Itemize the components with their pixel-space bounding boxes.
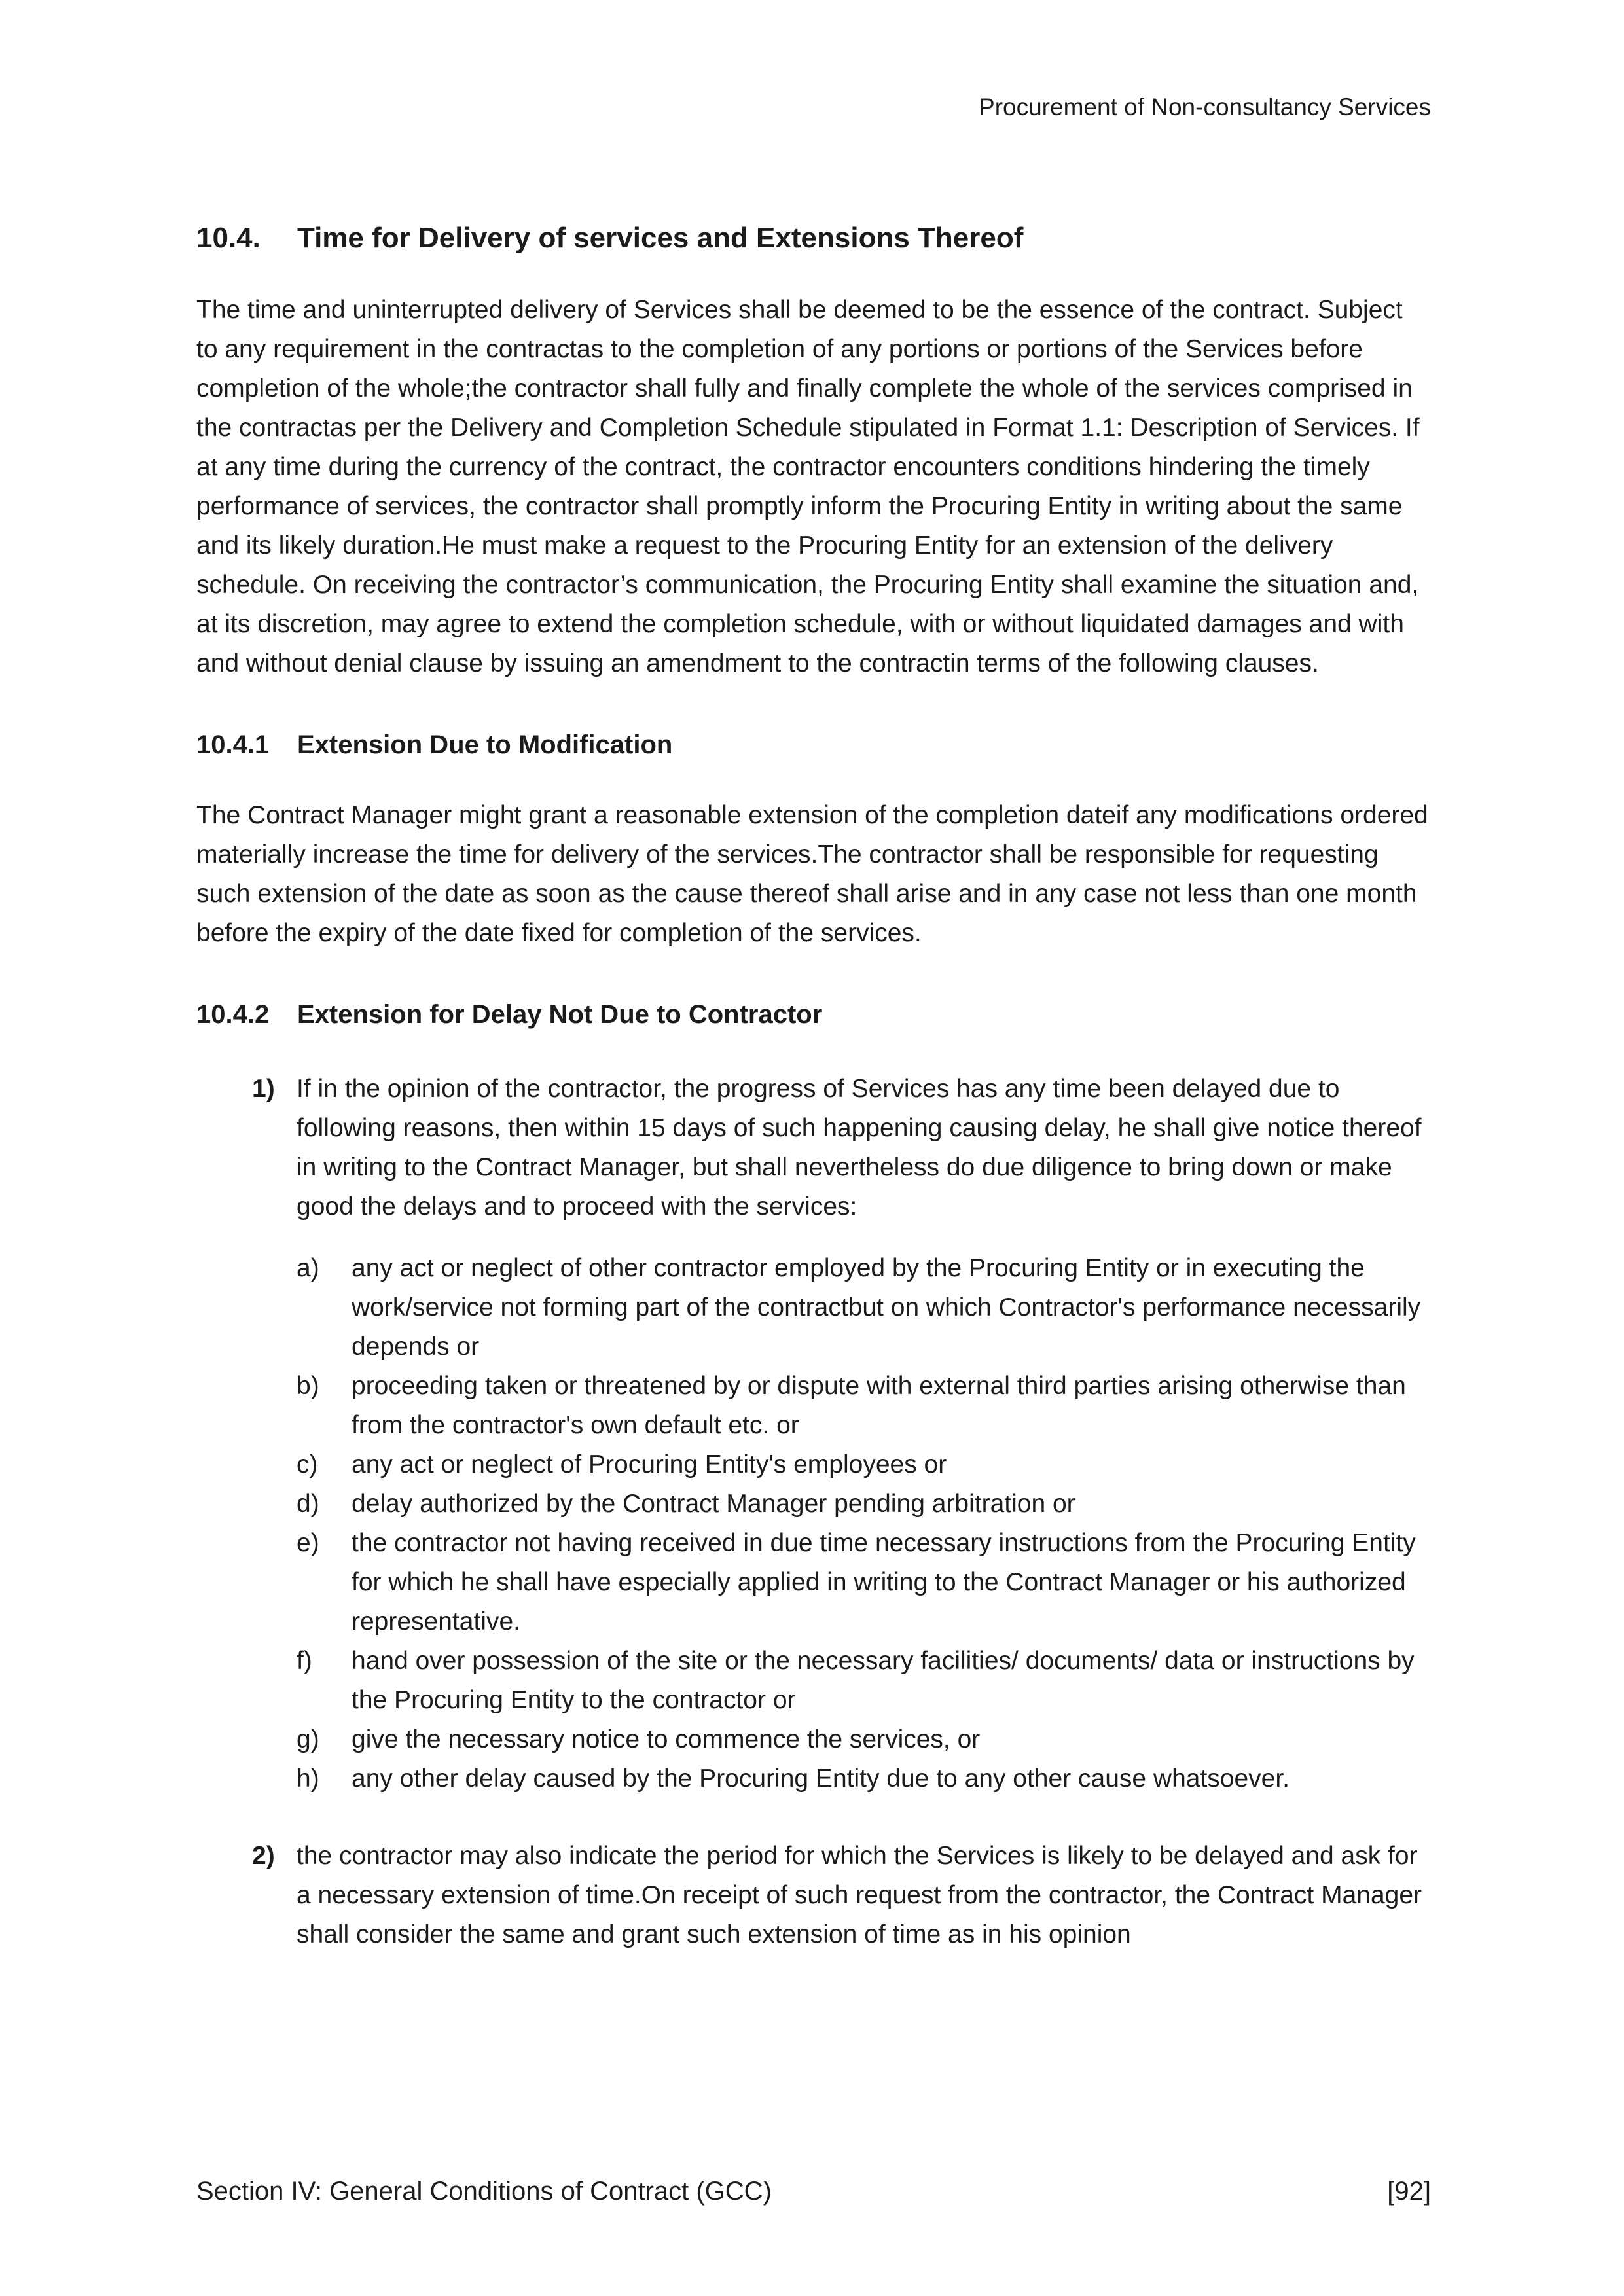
letter-item-h xyxy=(297,1759,1431,1799)
letter-item-text: any other delay caused by the Procuring Entity due to any other cause whatsoever. xyxy=(352,1765,1290,1793)
letter-item-text: give the necessary notice to commence the services, or xyxy=(352,1725,981,1753)
letter-item-marker: g) xyxy=(297,1725,319,1753)
subsection-heading-1041 xyxy=(196,728,1431,762)
letter-item-a xyxy=(297,1249,1431,1367)
letter-item-marker: b) xyxy=(297,1372,319,1400)
letter-item-marker: c) xyxy=(297,1450,318,1479)
letter-item-d xyxy=(297,1484,1431,1524)
subsection-title: Extension for Delay Not Due to Contractor xyxy=(297,1000,823,1029)
numbered-item-1 xyxy=(252,1069,1431,1799)
subsection-number: 10.4.2 xyxy=(196,1000,270,1029)
subsection-number: 10.4.1 xyxy=(196,730,270,759)
numbered-item-body xyxy=(297,1837,1431,1954)
numbered-item-marker: 1) xyxy=(252,1075,275,1103)
numbered-item-2 xyxy=(252,1837,1431,1954)
letter-item-f xyxy=(297,1641,1431,1720)
letter-item-b xyxy=(297,1367,1431,1445)
numbered-item-text: If in the opinion of the contractor, the progress of Services has any time been delayed due to following reasons, then within 15 days of such happening causing delay, he shall give notice thereof in writing to the Contract Manager, but shall nevertheless do due diligence to bring down or make good the delays and to proceed with the services: xyxy=(297,1075,1422,1221)
letter-item-marker: e) xyxy=(297,1529,319,1557)
header-text: Procurement of Non-consultancy Services xyxy=(979,94,1431,120)
letter-item-text: any act or neglect of Procuring Entity's employees or xyxy=(352,1450,947,1479)
letter-item-c xyxy=(297,1445,1431,1484)
section-heading xyxy=(196,220,1431,257)
letter-item-g xyxy=(297,1720,1431,1759)
letter-item-marker: a) xyxy=(297,1254,319,1282)
page-footer xyxy=(196,2175,1431,2208)
subsection-1041-paragraph: The Contract Manager might grant a reasonable extension of the completion dateif any modifications ordered materially increase the time for delivery of the services.The contractor shall be responsible for requesting such extension of the date as soon as the cause thereof shall arise and in any case not less than one month before the expiry of the date fixed for completion of the services. xyxy=(196,801,1428,947)
page-header xyxy=(196,92,1431,123)
numbered-item-marker: 2) xyxy=(252,1842,275,1870)
page-content xyxy=(196,92,1431,1954)
letter-item-text: the contractor not having received in due time necessary instructions from the Procuring Entity for which he shall have especially applied in writing to the Contract Manager or his authorized representative. xyxy=(352,1529,1416,1636)
letter-item-text: hand over possession of the site or the necessary facilities/ documents/ data or instructions by the Procuring Entity to the contractor or xyxy=(352,1647,1415,1714)
numbered-item-body xyxy=(297,1069,1431,1799)
letter-list xyxy=(297,1249,1431,1799)
letter-item-marker: d) xyxy=(297,1490,319,1518)
letter-item-marker: f) xyxy=(297,1647,312,1675)
section-title: Time for Delivery of services and Extensions Thereof xyxy=(297,222,1024,254)
footer-page-number: [92] xyxy=(1387,2177,1431,2206)
footer-section-label: Section IV: General Conditions of Contract (GCC) xyxy=(196,2177,772,2206)
subsection-heading-1042 xyxy=(196,997,1431,1031)
subsection-title: Extension Due to Modification xyxy=(297,730,673,759)
letter-item-marker: h) xyxy=(297,1765,319,1793)
letter-item-text: proceeding taken or threatened by or dispute with external third parties arising otherwise than from the contractor's own default etc. or xyxy=(352,1372,1406,1439)
section-intro-paragraph: The time and uninterrupted delivery of Services shall be deemed to be the essence of the contract. Subject to any requirement in the contractas to the completion of any portions or portions of the Services before completion of the whole;the contractor shall fully and finally complete the whole of the services comprised in the contractas per the Delivery and Completion Schedule stipulated in Format 1.1: Description of Services. If at any time during the currency of the contract, the contractor encounters conditions hindering the timely performance of services, the contractor shall promptly inform the Procuring Entity in writing about the same and its likely duration.He must make a request to the Procuring Entity for an extension of the delivery schedule. On receiving the contractor’s communication, the Procuring Entity shall examine the situation and, at its discretion, may agree to extend the completion schedule, with or without liquidated damages and with and without denial clause by issuing an amendment to the contractin terms of the following clauses. xyxy=(196,296,1420,677)
letter-item-text: any act or neglect of other contractor employed by the Procuring Entity or in executing the work/service not forming part of the contractbut on which Contractor's performance necessarily depends or xyxy=(352,1254,1421,1361)
letter-item-text: delay authorized by the Contract Manager pending arbitration or xyxy=(352,1490,1075,1518)
letter-item-e xyxy=(297,1524,1431,1641)
section-number: 10.4. xyxy=(196,222,261,254)
numbered-item-text: the contractor may also indicate the period for which the Services is likely to be delayed and ask for a necessary extension of time.On receipt of such request from the contractor, the Contract Manager shall consider the same and grant such extension of time as in his opinion xyxy=(297,1842,1422,1948)
